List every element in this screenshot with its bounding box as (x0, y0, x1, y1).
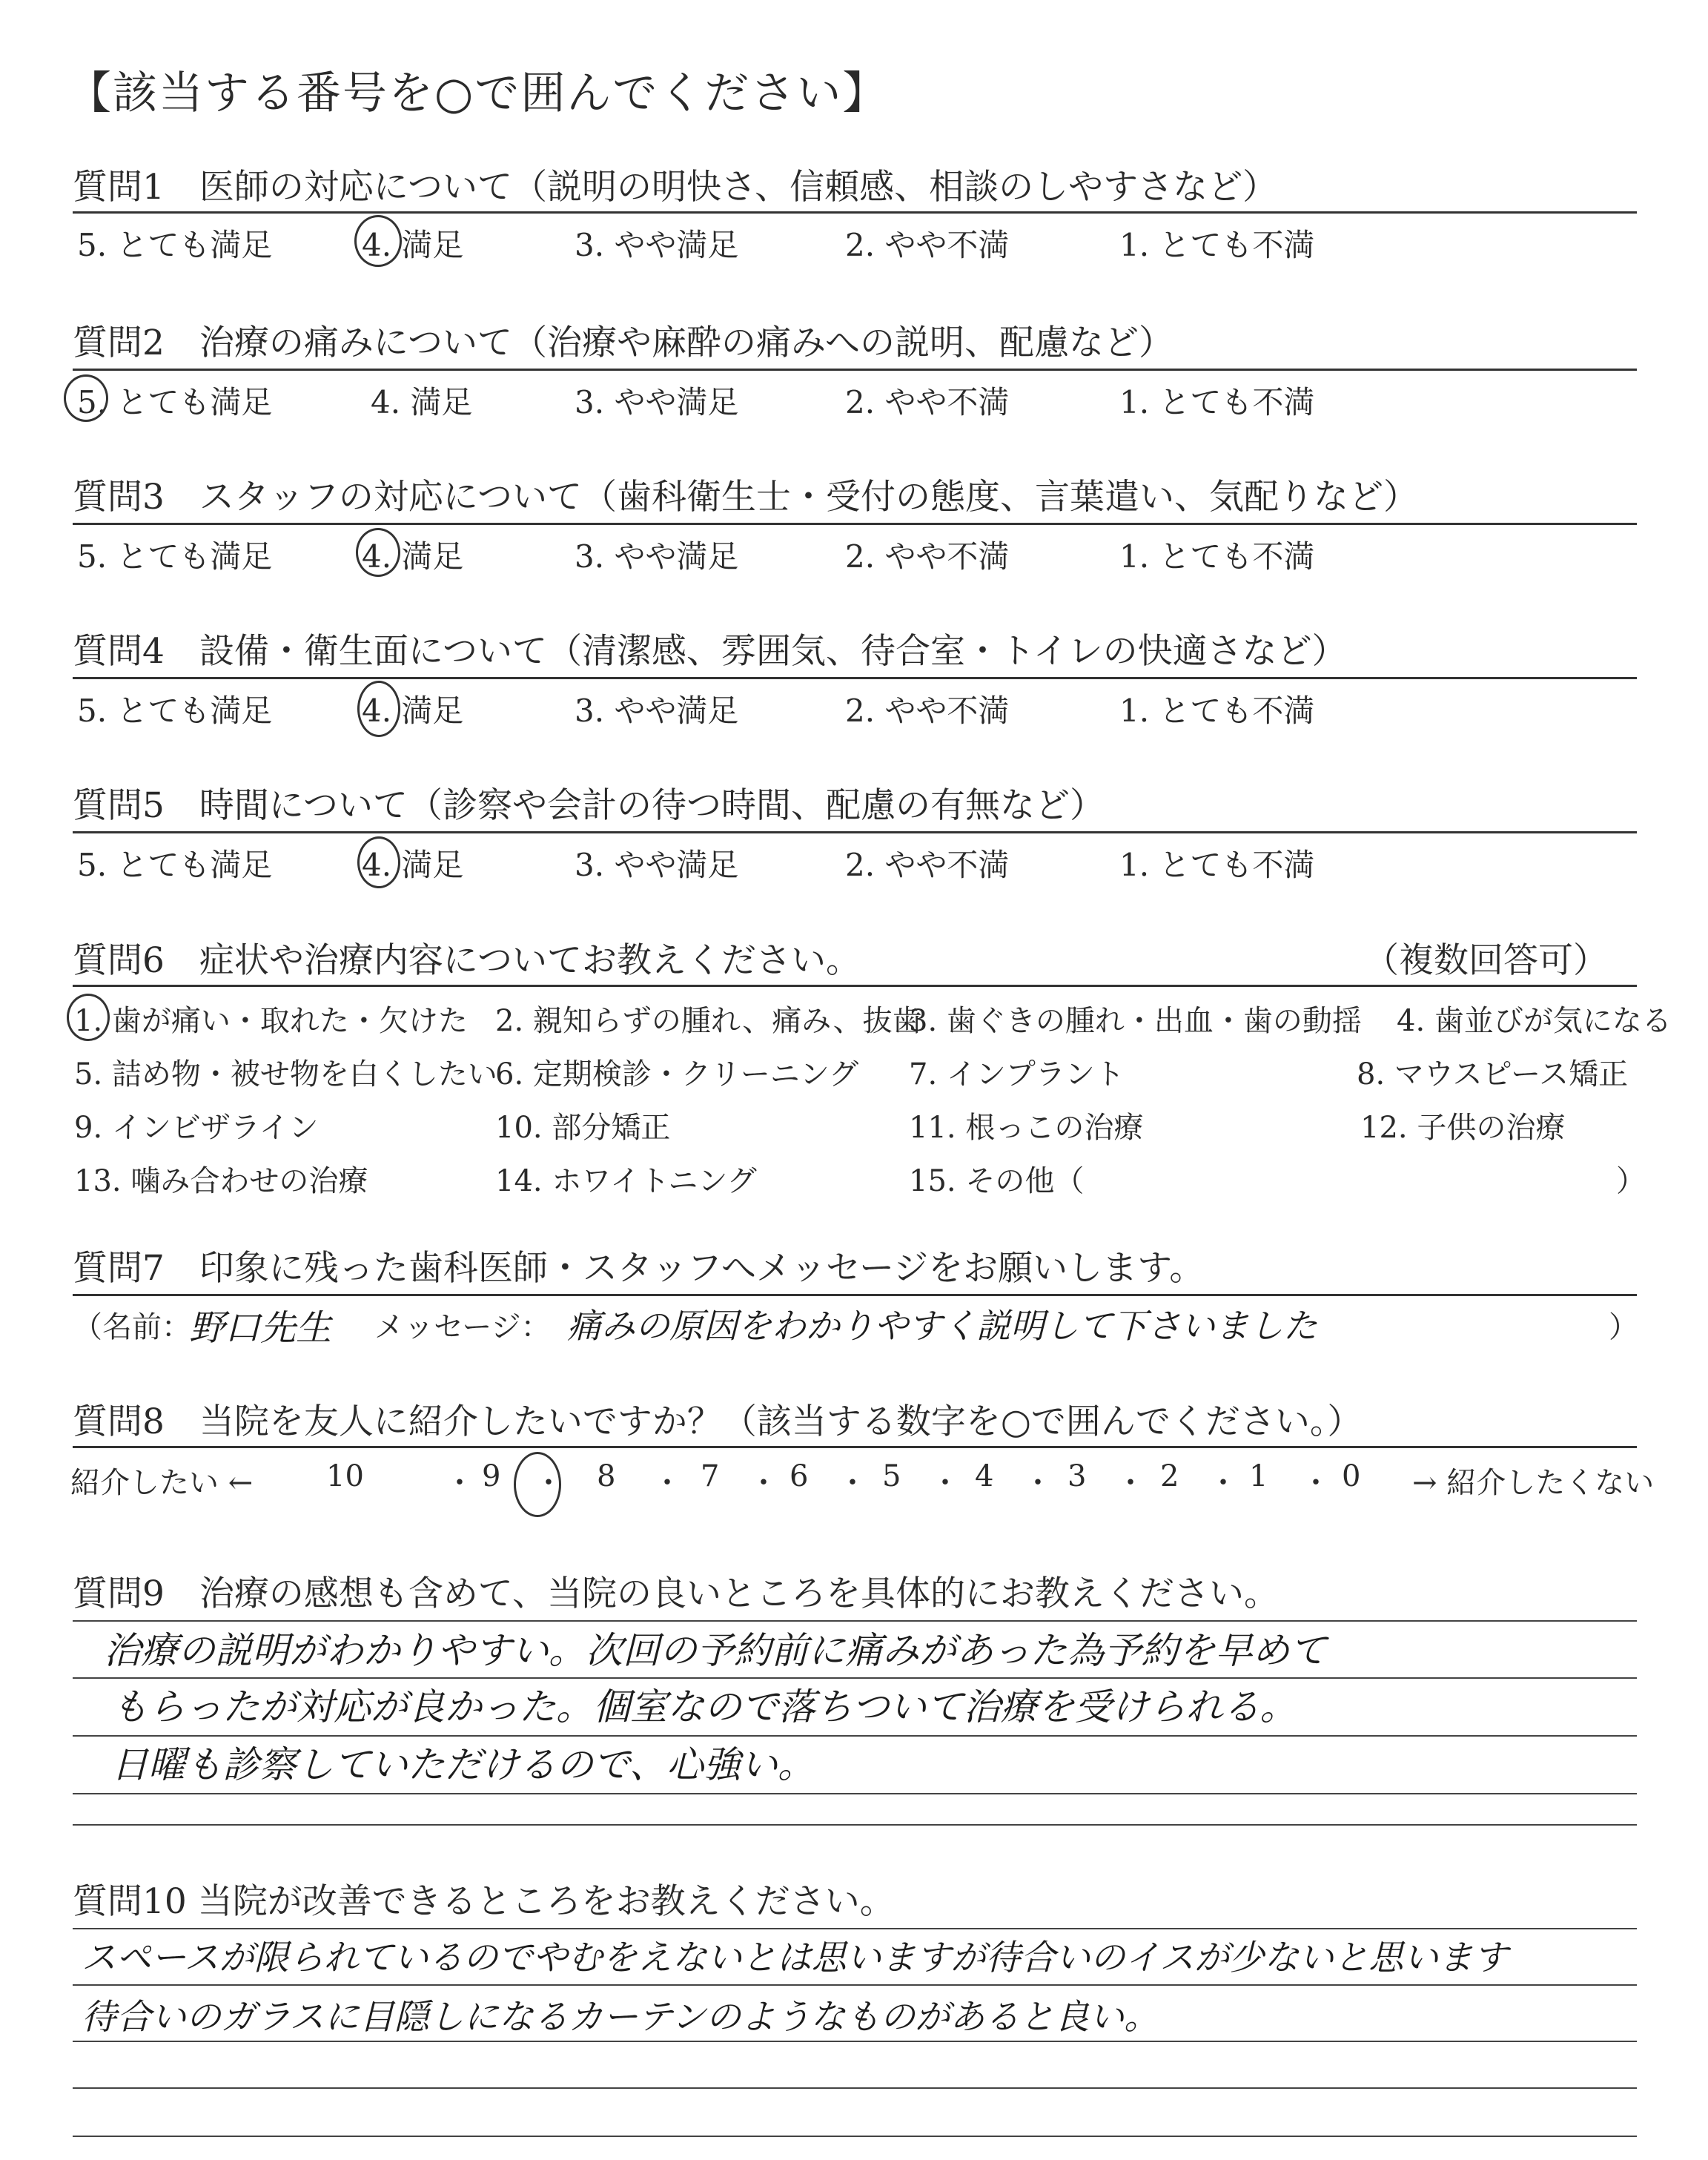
selected-answer-circle (67, 994, 110, 1041)
option-5[interactable]: 5. とても満足 (77, 693, 273, 729)
q6-option-14[interactable]: 14. ホワイトニング (495, 1164, 757, 1198)
scale-value-4[interactable]: 4 (975, 1459, 994, 1493)
q6-option-1[interactable]: 1. 歯が痛い・取れた・欠けた (74, 1004, 468, 1038)
name-label: （名前： (73, 1310, 191, 1344)
q6-option-13[interactable]: 13. 噛み合わせの治療 (74, 1164, 368, 1198)
scale-value-2[interactable]: 2 (1160, 1459, 1179, 1493)
scale-value-7[interactable]: 7 (701, 1459, 720, 1493)
divider (73, 369, 1637, 371)
page-title: 【該当する番号を○で囲んでください】 (67, 67, 889, 119)
q2-options (74, 378, 1557, 420)
scale-dot: ・ (652, 1466, 682, 1500)
scale-dot: ・ (445, 1466, 474, 1500)
q3-options (74, 532, 1557, 574)
scale-dot: ・ (749, 1466, 778, 1500)
q6-option-5[interactable]: 5. 詰め物・被せ物を白くしたい (74, 1057, 497, 1091)
question-9: 質問9 治療の感想も含めて、当院の良いところを具体的にお教えください。 (73, 1573, 1279, 1614)
scale-dot: ・ (1023, 1466, 1053, 1500)
option-1[interactable]: 1. とても不満 (1119, 847, 1315, 883)
divider (73, 211, 1637, 214)
option-5[interactable]: 5. とても満足 (77, 538, 273, 575)
question-8: 質問8 当院を友人に紹介したいですか？（該当する数字を○で囲んでください。） (73, 1401, 1363, 1442)
scale-right-label: → 紹介したくない (1412, 1466, 1655, 1500)
option-3[interactable]: 3. やや満足 (575, 538, 739, 575)
question-3: 質問3 スタッフの対応について（歯科衛生士・受付の態度、言葉遣い、気配りなど） (73, 477, 1418, 518)
selected-answer-circle (357, 681, 400, 737)
question-4: 質問4 設備・衛生面について（清潔感、雰囲気、待合室・トイレの快適さなど） (73, 631, 1347, 672)
q6-option-10[interactable]: 10. 部分矯正 (495, 1111, 671, 1145)
q9-answer-line-3[interactable]: 日曜も診察していただけるので、心強い。 (111, 1743, 815, 1786)
multiple-answers-note: （複数回答可） (1364, 940, 1608, 981)
q10-answer-line-2[interactable]: 待合いのガラスに目隠しになるカーテンのようなものがあると良い。 (82, 1997, 1159, 2038)
scale-value-10[interactable]: 10 (326, 1459, 364, 1493)
scale-value-6[interactable]: 6 (790, 1459, 809, 1493)
answer-line (73, 1824, 1637, 1826)
message-value[interactable]: 痛みの原因をわかりやすく説明して下さいました (567, 1306, 1317, 1346)
scale-value-3[interactable]: 3 (1068, 1459, 1087, 1493)
q6-option-4[interactable]: 4. 歯並びが気になる (1397, 1004, 1672, 1038)
scale-dot: ・ (930, 1466, 960, 1500)
option-5[interactable]: 5. とても満足 (77, 847, 273, 883)
question-2: 質問2 治療の痛みについて（治療や麻酔の痛みへの説明、配慮など） (73, 323, 1174, 363)
q6-option-3[interactable]: 3. 歯ぐきの腫れ・出血・歯の動揺 (909, 1004, 1362, 1038)
selected-answer-circle (514, 1452, 561, 1517)
selected-answer-circle (356, 528, 400, 577)
scale-dot: ・ (1301, 1466, 1331, 1500)
option-4[interactable]: 4. 満足 (362, 847, 464, 883)
scale-dot: ・ (534, 1466, 563, 1500)
q4-options (74, 687, 1557, 728)
scale-value-5[interactable]: 5 (882, 1459, 901, 1493)
selected-answer-circle (64, 374, 108, 422)
option-4[interactable]: 4. 満足 (371, 384, 473, 420)
q6-option-11[interactable]: 11. 根っこの治療 (909, 1111, 1144, 1145)
q1-options (74, 221, 1557, 262)
message-label: メッセージ： (374, 1310, 551, 1344)
answer-line (73, 1928, 1637, 1929)
answer-line (73, 2136, 1637, 2137)
divider (73, 523, 1637, 525)
q6-option-15-close: ） (1616, 1164, 1646, 1198)
option-1[interactable]: 1. とても不満 (1119, 693, 1315, 729)
option-1[interactable]: 1. とても不満 (1119, 227, 1315, 263)
option-5[interactable]: 5. とても満足 (77, 384, 273, 420)
q9-answer-line-1[interactable]: 治療の説明がわかりやすい。次回の予約前に痛みがあった為予約を早めて (104, 1629, 1327, 1672)
answer-line (73, 2087, 1637, 2089)
q6-option-8[interactable]: 8. マウスピース矯正 (1357, 1057, 1629, 1091)
scale-left-label: 紹介したい ← (70, 1466, 254, 1500)
scale-value-9[interactable]: 9 (482, 1459, 501, 1493)
q9-answer-line-2[interactable]: もらったが対応が良かった。個室なので落ちついて治療を受けられる。 (111, 1685, 1297, 1728)
q6-option-9[interactable]: 9. インビザライン (74, 1111, 319, 1145)
q6-option-2[interactable]: 2. 親知らずの腫れ、痛み、抜歯 (495, 1004, 922, 1038)
divider (73, 1446, 1637, 1448)
option-3[interactable]: 3. やや満足 (575, 227, 739, 263)
option-5[interactable]: 5. とても満足 (77, 227, 273, 263)
message-close-paren: ） (1609, 1310, 1638, 1344)
scale-dot: ・ (1116, 1466, 1145, 1500)
divider (73, 985, 1637, 987)
answer-line (73, 1793, 1637, 1794)
option-1[interactable]: 1. とても不満 (1119, 384, 1315, 420)
selected-answer-circle (354, 215, 402, 267)
answer-line (73, 1984, 1637, 1986)
scale-dot: ・ (1208, 1466, 1238, 1500)
question-1: 質問1 医師の対応について（説明の明快さ、信頼感、相談のしやすさなど） (73, 167, 1278, 208)
option-3[interactable]: 3. やや満足 (575, 847, 739, 883)
answer-line (73, 2041, 1637, 2042)
question-7: 質問7 印象に残った歯科医師・スタッフへメッセージをお願いします。 (73, 1248, 1205, 1289)
q6-option-6[interactable]: 6. 定期検診・クリーニング (495, 1057, 859, 1091)
question-5: 質問5 時間について（診察や会計の待つ時間、配慮の有無など） (73, 785, 1105, 826)
scale-value-8[interactable]: 8 (597, 1459, 616, 1493)
q6-option-12[interactable]: 12. 子供の治療 (1360, 1111, 1566, 1145)
divider (73, 677, 1637, 679)
q5-options (74, 841, 1557, 882)
option-2[interactable]: 2. やや不満 (845, 384, 1010, 420)
option-4[interactable]: 4. 満足 (362, 227, 464, 263)
option-1[interactable]: 1. とても不満 (1119, 538, 1315, 575)
name-value[interactable]: 野口先生 (189, 1307, 332, 1349)
selected-answer-circle (357, 836, 400, 888)
q10-answer-line-1[interactable]: スペースが限られているのでやむをえないとは思いますが待合いのイスが少ないと思います (82, 1938, 1509, 1978)
divider (73, 831, 1637, 833)
question-10: 質問10 当院が改善できるところをお教えください。 (73, 1881, 895, 1922)
scale-value-1[interactable]: 1 (1249, 1459, 1268, 1493)
option-2[interactable]: 2. やや不満 (845, 538, 1010, 575)
option-3[interactable]: 3. やや満足 (575, 693, 739, 729)
option-2[interactable]: 2. やや不満 (845, 227, 1010, 263)
option-4[interactable]: 4. 満足 (362, 693, 464, 729)
option-4[interactable]: 4. 満足 (362, 538, 464, 575)
option-3[interactable]: 3. やや満足 (575, 384, 739, 420)
q6-option-15[interactable]: 15. その他（ (909, 1164, 1085, 1198)
scale-value-0[interactable]: 0 (1342, 1459, 1361, 1493)
divider (73, 1294, 1637, 1296)
option-2[interactable]: 2. やや不満 (845, 693, 1010, 729)
question-6: 質問6 症状や治療内容についてお教えください。 (73, 940, 861, 981)
scale-dot: ・ (838, 1466, 867, 1500)
option-2[interactable]: 2. やや不満 (845, 847, 1010, 883)
q6-option-7[interactable]: 7. インプラント (909, 1057, 1125, 1091)
